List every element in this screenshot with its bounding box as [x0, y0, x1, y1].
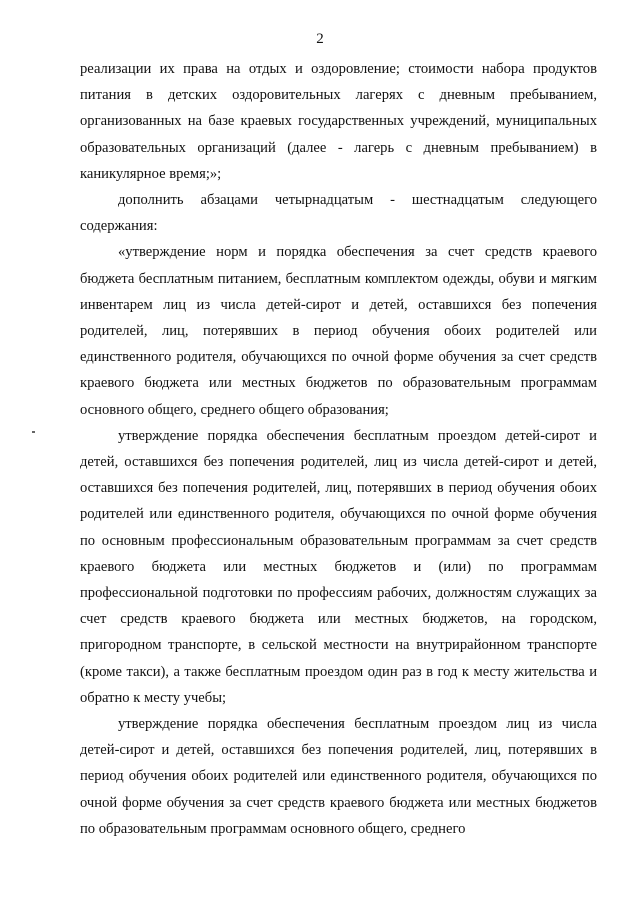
page-number: 2: [316, 31, 324, 47]
paragraph-free-travel-professional: утверждение порядка обеспечения бесплатным проездом детей-сирот и детей, оставшихся без попечения родителей, лиц из числа детей-сирот и детей, оставшихся без попечения родителей, лиц, потерявших в период обучения обоих родителей или единственного родителя, обучающихся по очной форме обучения по основным профессиональным образовательным программам за счет средств краевого бюджета или местных бюджетов и (или) по программам профессиональной подготовки по профессиям рабочих, должностям служащих за счет средств краевого бюджета или местных бюджетов, на городском, пригородном транспорте, в сельской местности на внутрирайонном транспорте (кроме такси), а также бесплатным проездом один раз в год к месту жительства и обратно к месту учебы;: [80, 427, 597, 706]
paragraph-amendment-intro: дополнить абзацами четырнадцатым - шестнадцатым следующего содержания:: [80, 192, 597, 235]
document-body: [80, 56, 597, 842]
paragraph-free-travel-general: утверждение порядка обеспечения бесплатным проездом лиц из числа детей-сирот и детей, оставшихся без попечения родителей, лиц, потерявших в период обучения обоих родителей или единственного родителя, обучающихся по очной форме обучения за счет средств краевого бюджета или местных бюджетов по образовательным программам основного общего, среднего: [80, 716, 597, 837]
paragraph-continuation: реализации их права на отдых и оздоровление; стоимости набора продуктов питания в детских оздоровительных лагерях с дневным пребыванием, организованных на базе краевых государственных учреждений, муниципальных образовательных организаций (далее - лагерь с дневным пребыванием) в каникулярное время;»;: [80, 61, 597, 182]
paragraph-food-clothing-norms: «утверждение норм и порядка обеспечения за счет средств краевого бюджета бесплатным питанием, бесплатным комплектом одежды, обуви и мягким инвентарем лиц из числа детей-сирот и детей, оставшихся без попечения родителей, лиц, потерявших в период обучения обоих родителей или единственного родителя, обучающихся по очной форме обучения за счет средств краевого бюджета или местных бюджетов по образовательным программам основного общего, среднего общего образования;: [80, 244, 597, 418]
margin-mark: [32, 431, 35, 433]
